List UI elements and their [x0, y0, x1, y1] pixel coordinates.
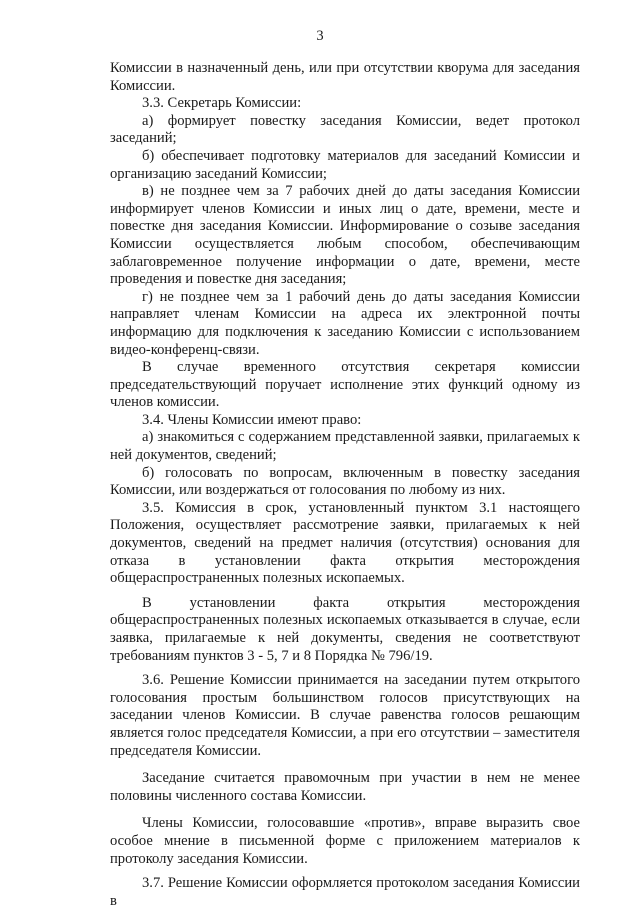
paragraph-3-3-heading: 3.3. Секретарь Комиссии:: [142, 95, 302, 112]
paragraph-continuation: Комиссии в назначенный день, или при отсутствии кворума для заседания Комиссии.: [110, 60, 580, 94]
paragraph-3-4-heading: 3.4. Члены Комиссии имеют право:: [142, 411, 362, 428]
paragraph-3-4-a: а) знакомиться с содержанием представленной заявки, прилагаемых к ней документов, сведений;: [110, 429, 580, 464]
paragraph-3-5: 3.5. Комиссия в срок, установленный пунктом 3.1 настоящего Положения, осуществляет рассмотрение заявки, прилагаемых к ней документов, сведений на предмет наличия (отсутствия) основания для отказа в установлении факта открытия месторождения общераспространенных полезных ископаемых.: [110, 499, 580, 587]
paragraph-quorum: Заседание считается правомочным при участии в нем не менее половины численного состава Комиссии.: [110, 770, 580, 804]
paragraph-3-3-v: в) не позднее чем за 7 рабочих дней до даты заседания Комиссии информирует членов Комиссии и иных лиц о дате, времени, месте и повестке дня заседания Комиссии. Информирование о созыве заседания Комиссии осуществляется любым способом, обеспечивающим заблаговременное получение информации о дате, времени, месте проведения и повестке дня заседания;: [110, 183, 580, 288]
paragraph-refusal-conditions: В установлении факта открытия месторождения общераспространенных полезных ископаемых отказывается в случае, если заявка, прилагаемые к ней документы, сведения не соответствуют требованиям пунктов 3 - 5, 7 и 8 Порядка № 796/19.: [110, 594, 580, 664]
paragraph-3-6: 3.6. Решение Комиссии принимается на заседании путем открытого голосования простым большинством голосов присутствующих на заседании членов Комиссии. В случае равенства голосов решающим является голос председателя Комиссии, а при его отсутствии – заместителя председателя Комиссии.: [110, 672, 580, 759]
paragraph-secretary-absence: В случае временного отсутствия секретаря комиссии председательствующий поручает исполнение этих функций одному из членов комиссии.: [110, 359, 580, 411]
paragraph-3-7: 3.7. Решение Комиссии оформляется протоколом заседания Комиссии в: [110, 875, 580, 909]
paragraph-3-3-a: а) формирует повестку заседания Комиссии, ведет протокол заседаний;: [110, 112, 580, 147]
paragraph-3-3-b: б) обеспечивает подготовку материалов для заседаний Комиссии и организацию заседаний Комиссии;: [110, 147, 580, 182]
paragraph-3-3-g: г) не позднее чем за 1 рабочий день до даты заседания Комиссии направляет членам Комиссии на адреса их электронной почты информацию для подключения к заседанию Комиссии с использованием видео-конференц-связи.: [110, 288, 580, 358]
paragraph-3-4-b: б) голосовать по вопросам, включенным в повестку заседания Комиссии, или воздержаться от голосования по любому из них.: [110, 464, 580, 499]
document-body: [110, 60, 580, 910]
paragraph-dissenting-opinion: Члены Комиссии, голосовавшие «против», вправе выразить свое особое мнение в письменной форме с приложением материалов к протоколу заседания Комиссии.: [110, 815, 580, 867]
page-number: 3: [316, 28, 324, 44]
